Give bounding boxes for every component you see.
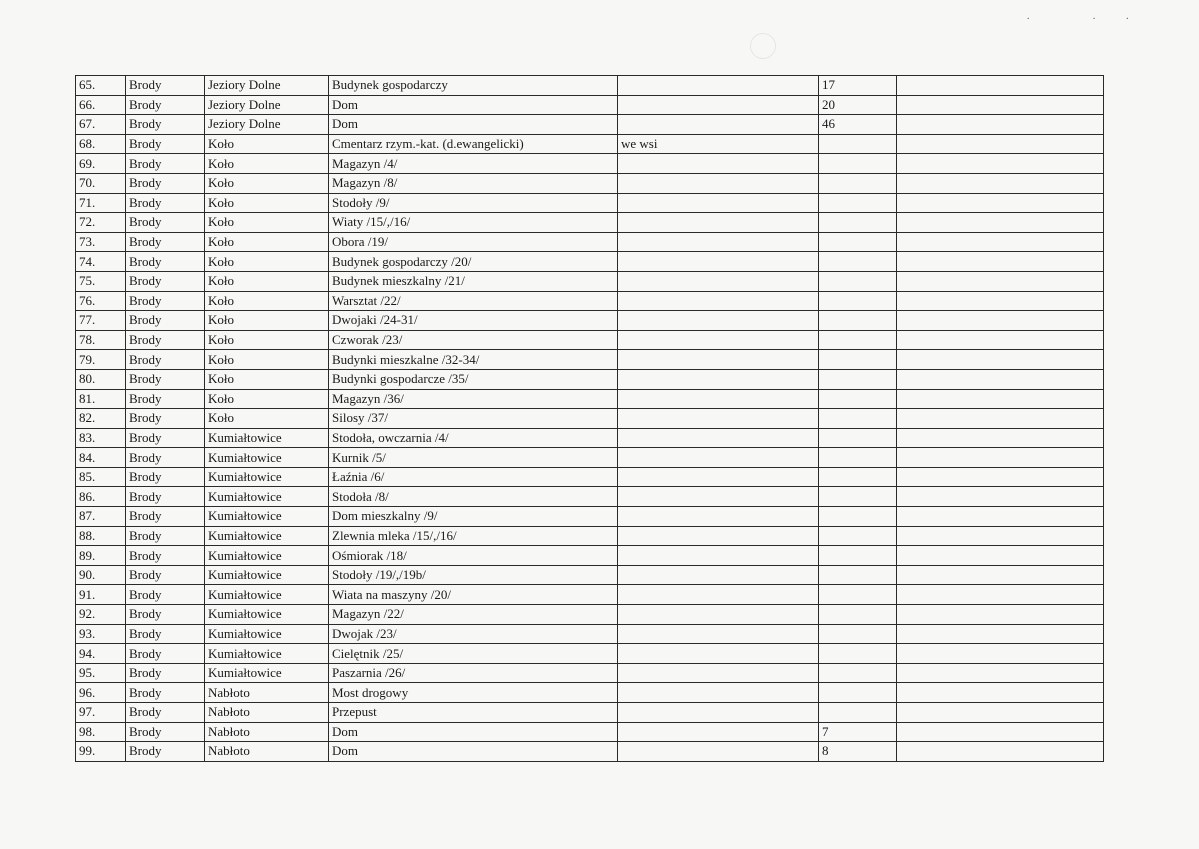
extra-cell (897, 173, 1104, 193)
locality-cell: Kumiałtowice (205, 644, 329, 664)
notes-cell (618, 271, 819, 291)
row-number-cell: 92. (76, 605, 126, 625)
notes-cell (618, 663, 819, 683)
object-cell: Cielętnik /25/ (329, 644, 618, 664)
table-row (76, 232, 1104, 252)
locality-cell: Koło (205, 311, 329, 331)
notes-cell (618, 311, 819, 331)
locality-cell: Kumiałtowice (205, 605, 329, 625)
address-number-cell (819, 193, 897, 213)
notes-cell (618, 115, 819, 135)
table-row (76, 95, 1104, 115)
commune-cell: Brody (126, 507, 205, 527)
extra-cell (897, 95, 1104, 115)
locality-cell: Kumiałtowice (205, 507, 329, 527)
address-number-cell (819, 271, 897, 291)
address-number-cell (819, 565, 897, 585)
locality-cell: Nabłoto (205, 722, 329, 742)
locality-cell: Jeziory Dolne (205, 76, 329, 96)
row-number-cell: 88. (76, 526, 126, 546)
notes-cell (618, 330, 819, 350)
notes-cell (618, 526, 819, 546)
row-number-cell: 87. (76, 507, 126, 527)
address-number-cell (819, 232, 897, 252)
locality-cell: Koło (205, 232, 329, 252)
address-number-cell (819, 311, 897, 331)
locality-cell: Koło (205, 252, 329, 272)
table-row (76, 409, 1104, 429)
notes-cell (618, 644, 819, 664)
notes-cell (618, 487, 819, 507)
object-cell: Wiaty /15/,/16/ (329, 213, 618, 233)
notes-cell (618, 350, 819, 370)
address-number-cell: 17 (819, 76, 897, 96)
locality-cell: Kumiałtowice (205, 546, 329, 566)
extra-cell (897, 291, 1104, 311)
commune-cell: Brody (126, 663, 205, 683)
locality-cell: Koło (205, 213, 329, 233)
locality-cell: Koło (205, 271, 329, 291)
row-number-cell: 99. (76, 742, 126, 762)
object-cell: Budynek gospodarczy /20/ (329, 252, 618, 272)
object-cell: Budynki mieszkalne /32-34/ (329, 350, 618, 370)
row-number-cell: 68. (76, 134, 126, 154)
locality-cell: Nabłoto (205, 703, 329, 723)
table-row (76, 252, 1104, 272)
commune-cell: Brody (126, 173, 205, 193)
address-number-cell (819, 526, 897, 546)
extra-cell (897, 565, 1104, 585)
row-number-cell: 77. (76, 311, 126, 331)
object-cell: Dom (329, 115, 618, 135)
locality-cell: Koło (205, 154, 329, 174)
extra-cell (897, 683, 1104, 703)
address-number-cell (819, 663, 897, 683)
address-number-cell (819, 507, 897, 527)
address-number-cell (819, 644, 897, 664)
commune-cell: Brody (126, 311, 205, 331)
commune-cell: Brody (126, 271, 205, 291)
notes-cell (618, 173, 819, 193)
row-number-cell: 83. (76, 428, 126, 448)
notes-cell (618, 565, 819, 585)
locality-cell: Kumiałtowice (205, 624, 329, 644)
extra-cell (897, 448, 1104, 468)
table-row (76, 526, 1104, 546)
extra-cell (897, 134, 1104, 154)
commune-cell: Brody (126, 154, 205, 174)
extra-cell (897, 526, 1104, 546)
extra-cell (897, 487, 1104, 507)
object-cell: Stodoły /9/ (329, 193, 618, 213)
row-number-cell: 96. (76, 683, 126, 703)
table-row (76, 487, 1104, 507)
notes-cell (618, 428, 819, 448)
table-row (76, 213, 1104, 233)
row-number-cell: 93. (76, 624, 126, 644)
extra-cell (897, 722, 1104, 742)
extra-cell (897, 76, 1104, 96)
commune-cell: Brody (126, 703, 205, 723)
locality-cell: Koło (205, 389, 329, 409)
locality-cell: Koło (205, 134, 329, 154)
object-cell: Łaźnia /6/ (329, 467, 618, 487)
table-row (76, 546, 1104, 566)
table-row (76, 311, 1104, 331)
commune-cell: Brody (126, 409, 205, 429)
address-number-cell: 8 (819, 742, 897, 762)
extra-cell (897, 271, 1104, 291)
row-number-cell: 90. (76, 565, 126, 585)
address-number-cell: 46 (819, 115, 897, 135)
address-number-cell (819, 448, 897, 468)
row-number-cell: 70. (76, 173, 126, 193)
notes-cell (618, 389, 819, 409)
row-number-cell: 78. (76, 330, 126, 350)
row-number-cell: 71. (76, 193, 126, 213)
address-number-cell (819, 428, 897, 448)
notes-cell (618, 369, 819, 389)
locality-cell: Koło (205, 350, 329, 370)
object-cell: Obora /19/ (329, 232, 618, 252)
extra-cell (897, 350, 1104, 370)
extra-cell (897, 605, 1104, 625)
table-row (76, 742, 1104, 762)
commune-cell: Brody (126, 644, 205, 664)
object-cell: Ośmiorak /18/ (329, 546, 618, 566)
commune-cell: Brody (126, 291, 205, 311)
notes-cell (618, 546, 819, 566)
address-number-cell (819, 624, 897, 644)
address-number-cell (819, 330, 897, 350)
notes-cell (618, 76, 819, 96)
extra-cell (897, 663, 1104, 683)
notes-cell: we wsi (618, 134, 819, 154)
row-number-cell: 65. (76, 76, 126, 96)
commune-cell: Brody (126, 350, 205, 370)
object-cell: Dom (329, 742, 618, 762)
notes-cell (618, 683, 819, 703)
locality-cell: Kumiałtowice (205, 467, 329, 487)
address-number-cell (819, 213, 897, 233)
table-row (76, 134, 1104, 154)
table-row (76, 291, 1104, 311)
object-cell: Stodoła, owczarnia /4/ (329, 428, 618, 448)
address-number-cell: 20 (819, 95, 897, 115)
notes-cell (618, 154, 819, 174)
notes-cell (618, 448, 819, 468)
commune-cell: Brody (126, 95, 205, 115)
commune-cell: Brody (126, 389, 205, 409)
notes-cell (618, 252, 819, 272)
locality-cell: Koło (205, 409, 329, 429)
locality-cell: Koło (205, 173, 329, 193)
monument-registry-table (75, 75, 1104, 762)
commune-cell: Brody (126, 742, 205, 762)
extra-cell (897, 252, 1104, 272)
extra-cell (897, 213, 1104, 233)
address-number-cell (819, 291, 897, 311)
notes-cell (618, 95, 819, 115)
extra-cell (897, 193, 1104, 213)
notes-cell (618, 722, 819, 742)
commune-cell: Brody (126, 76, 205, 96)
table-row (76, 389, 1104, 409)
address-number-cell (819, 467, 897, 487)
table-row (76, 565, 1104, 585)
object-cell: Budynek gospodarczy (329, 76, 618, 96)
row-number-cell: 91. (76, 585, 126, 605)
row-number-cell: 66. (76, 95, 126, 115)
extra-cell (897, 644, 1104, 664)
address-number-cell (819, 154, 897, 174)
table-row (76, 76, 1104, 96)
commune-cell: Brody (126, 369, 205, 389)
row-number-cell: 74. (76, 252, 126, 272)
address-number-cell (819, 252, 897, 272)
row-number-cell: 86. (76, 487, 126, 507)
locality-cell: Koło (205, 330, 329, 350)
commune-cell: Brody (126, 232, 205, 252)
commune-cell: Brody (126, 448, 205, 468)
table-row (76, 193, 1104, 213)
object-cell: Dwojaki /24-31/ (329, 311, 618, 331)
commune-cell: Brody (126, 585, 205, 605)
extra-cell (897, 154, 1104, 174)
notes-cell (618, 193, 819, 213)
row-number-cell: 76. (76, 291, 126, 311)
commune-cell: Brody (126, 546, 205, 566)
extra-cell (897, 585, 1104, 605)
commune-cell: Brody (126, 252, 205, 272)
row-number-cell: 75. (76, 271, 126, 291)
address-number-cell (819, 350, 897, 370)
extra-cell (897, 507, 1104, 527)
extra-cell (897, 624, 1104, 644)
locality-cell: Nabłoto (205, 683, 329, 703)
locality-cell: Kumiałtowice (205, 487, 329, 507)
object-cell: Wiata na maszyny /20/ (329, 585, 618, 605)
object-cell: Silosy /37/ (329, 409, 618, 429)
table-row (76, 605, 1104, 625)
locality-cell: Koło (205, 193, 329, 213)
object-cell: Stodoła /8/ (329, 487, 618, 507)
row-number-cell: 82. (76, 409, 126, 429)
table-row (76, 271, 1104, 291)
object-cell: Dom (329, 722, 618, 742)
locality-cell: Jeziory Dolne (205, 115, 329, 135)
row-number-cell: 98. (76, 722, 126, 742)
scan-marks: · ·· (1026, 14, 1159, 25)
extra-cell (897, 428, 1104, 448)
table-row (76, 448, 1104, 468)
notes-cell (618, 605, 819, 625)
notes-cell (618, 409, 819, 429)
table-row (76, 428, 1104, 448)
row-number-cell: 79. (76, 350, 126, 370)
locality-cell: Koło (205, 369, 329, 389)
address-number-cell (819, 369, 897, 389)
locality-cell: Kumiałtowice (205, 585, 329, 605)
address-number-cell (819, 703, 897, 723)
table-row (76, 644, 1104, 664)
scan-artifact (750, 33, 776, 59)
address-number-cell (819, 605, 897, 625)
commune-cell: Brody (126, 526, 205, 546)
row-number-cell: 69. (76, 154, 126, 174)
object-cell: Przepust (329, 703, 618, 723)
notes-cell (618, 624, 819, 644)
object-cell: Dom (329, 95, 618, 115)
commune-cell: Brody (126, 193, 205, 213)
notes-cell (618, 703, 819, 723)
extra-cell (897, 703, 1104, 723)
locality-cell: Kumiałtowice (205, 428, 329, 448)
commune-cell: Brody (126, 683, 205, 703)
row-number-cell: 97. (76, 703, 126, 723)
extra-cell (897, 389, 1104, 409)
object-cell: Kurnik /5/ (329, 448, 618, 468)
commune-cell: Brody (126, 115, 205, 135)
extra-cell (897, 369, 1104, 389)
table-row (76, 173, 1104, 193)
object-cell: Dom mieszkalny /9/ (329, 507, 618, 527)
table-row (76, 115, 1104, 135)
locality-cell: Jeziory Dolne (205, 95, 329, 115)
object-cell: Budynek mieszkalny /21/ (329, 271, 618, 291)
table-row (76, 467, 1104, 487)
object-cell: Zlewnia mleka /15/,/16/ (329, 526, 618, 546)
notes-cell (618, 742, 819, 762)
object-cell: Magazyn /36/ (329, 389, 618, 409)
address-number-cell (819, 683, 897, 703)
row-number-cell: 85. (76, 467, 126, 487)
extra-cell (897, 546, 1104, 566)
row-number-cell: 73. (76, 232, 126, 252)
commune-cell: Brody (126, 134, 205, 154)
commune-cell: Brody (126, 467, 205, 487)
commune-cell: Brody (126, 213, 205, 233)
registry-body (76, 76, 1104, 762)
extra-cell (897, 311, 1104, 331)
address-number-cell (819, 546, 897, 566)
address-number-cell (819, 409, 897, 429)
table-row (76, 585, 1104, 605)
object-cell: Cmentarz rzym.-kat. (d.ewangelicki) (329, 134, 618, 154)
extra-cell (897, 742, 1104, 762)
object-cell: Most drogowy (329, 683, 618, 703)
locality-cell: Kumiałtowice (205, 448, 329, 468)
row-number-cell: 67. (76, 115, 126, 135)
table-row (76, 369, 1104, 389)
extra-cell (897, 232, 1104, 252)
table-row (76, 722, 1104, 742)
table-row (76, 507, 1104, 527)
commune-cell: Brody (126, 487, 205, 507)
notes-cell (618, 213, 819, 233)
commune-cell: Brody (126, 605, 205, 625)
table-row (76, 154, 1104, 174)
object-cell: Stodoły /19/,/19b/ (329, 565, 618, 585)
object-cell: Budynki gospodarcze /35/ (329, 369, 618, 389)
address-number-cell (819, 389, 897, 409)
locality-cell: Kumiałtowice (205, 565, 329, 585)
extra-cell (897, 115, 1104, 135)
notes-cell (618, 585, 819, 605)
row-number-cell: 94. (76, 644, 126, 664)
object-cell: Czworak /23/ (329, 330, 618, 350)
extra-cell (897, 467, 1104, 487)
address-number-cell (819, 173, 897, 193)
table-row (76, 624, 1104, 644)
notes-cell (618, 232, 819, 252)
locality-cell: Nabłoto (205, 742, 329, 762)
row-number-cell: 84. (76, 448, 126, 468)
notes-cell (618, 507, 819, 527)
locality-cell: Koło (205, 291, 329, 311)
row-number-cell: 81. (76, 389, 126, 409)
object-cell: Warsztat /22/ (329, 291, 618, 311)
notes-cell (618, 467, 819, 487)
locality-cell: Kumiałtowice (205, 663, 329, 683)
address-number-cell (819, 134, 897, 154)
table-row (76, 683, 1104, 703)
row-number-cell: 95. (76, 663, 126, 683)
address-number-cell: 7 (819, 722, 897, 742)
table-row (76, 350, 1104, 370)
object-cell: Magazyn /4/ (329, 154, 618, 174)
object-cell: Paszarnia /26/ (329, 663, 618, 683)
table-row (76, 663, 1104, 683)
locality-cell: Kumiałtowice (205, 526, 329, 546)
table-row (76, 330, 1104, 350)
notes-cell (618, 291, 819, 311)
commune-cell: Brody (126, 330, 205, 350)
address-number-cell (819, 487, 897, 507)
object-cell: Dwojak /23/ (329, 624, 618, 644)
row-number-cell: 72. (76, 213, 126, 233)
row-number-cell: 89. (76, 546, 126, 566)
row-number-cell: 80. (76, 369, 126, 389)
address-number-cell (819, 585, 897, 605)
table-row (76, 703, 1104, 723)
extra-cell (897, 330, 1104, 350)
extra-cell (897, 409, 1104, 429)
commune-cell: Brody (126, 624, 205, 644)
object-cell: Magazyn /8/ (329, 173, 618, 193)
commune-cell: Brody (126, 722, 205, 742)
object-cell: Magazyn /22/ (329, 605, 618, 625)
commune-cell: Brody (126, 428, 205, 448)
commune-cell: Brody (126, 565, 205, 585)
